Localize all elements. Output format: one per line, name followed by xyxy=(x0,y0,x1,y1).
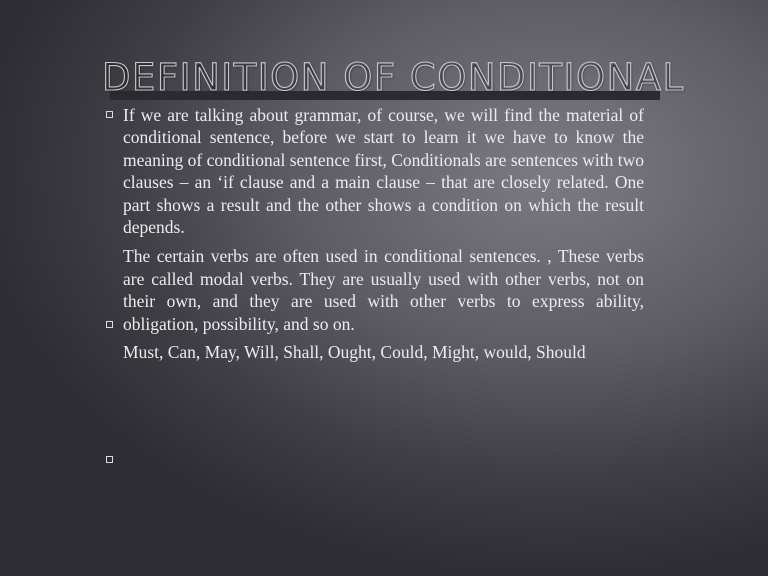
slide-title: DEFINITION OF CONDITIONAL xyxy=(102,56,685,99)
hollow-square-bullet-icon xyxy=(106,111,113,118)
hollow-square-bullet-icon xyxy=(106,321,113,328)
paragraph-definition: If we are talking about grammar, of course, we will find the material of conditional sentence, before we start to learn it we have to know the meaning of conditional sentence first, Conditionals are sentences with two clauses – an ‘if clause and a main clause – that are closely related. One part shows a result and the other shows a condition on which the result depends. xyxy=(123,105,644,238)
slide-body xyxy=(123,104,644,370)
paragraph-modal-list: Must, Can, May, Will, Shall, Ought, Could, Might, would, Should xyxy=(123,342,586,363)
paragraph-modal-verbs: The certain verbs are often used in conditional sentences. , These verbs are called modal verbs. They are usually used with other verbs, not on their own, and they are used with other verbs to express ability, obligation, possibility, and so on. xyxy=(123,246,644,334)
hollow-square-bullet-icon xyxy=(106,456,113,463)
